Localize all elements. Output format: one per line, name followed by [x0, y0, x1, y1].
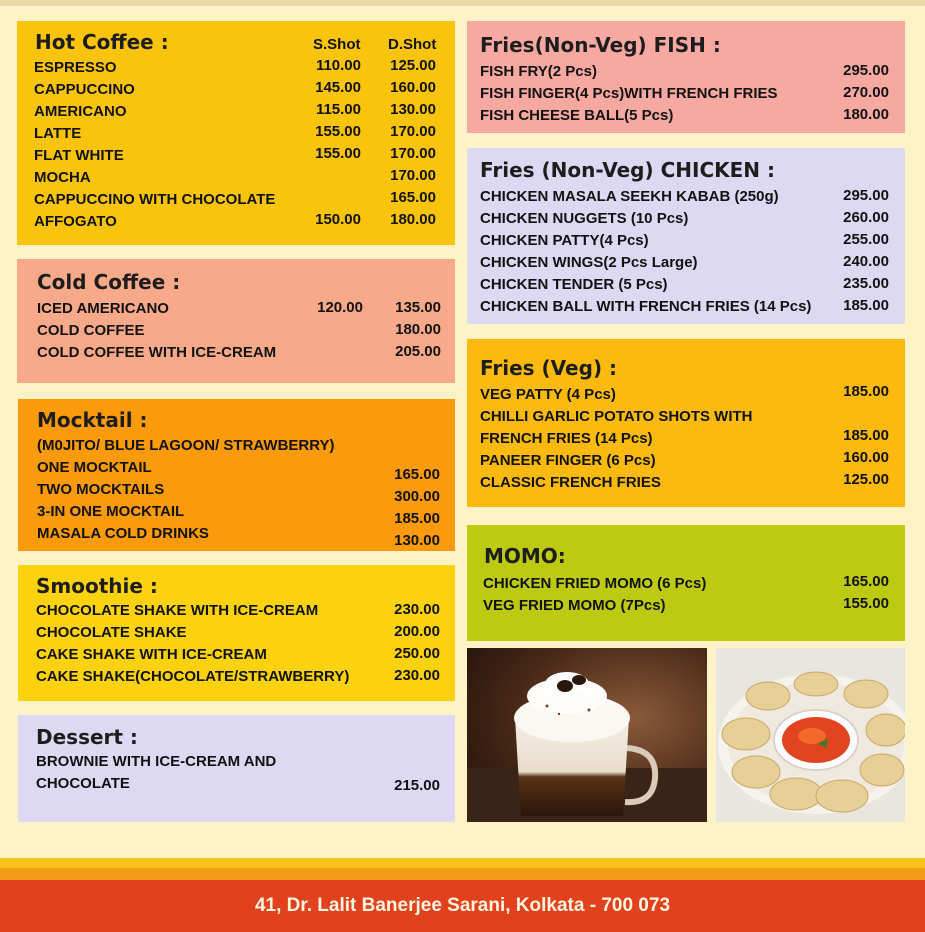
dessert-price: 215.00	[394, 777, 440, 794]
coffee-photo	[467, 648, 707, 822]
smoothie-title: Smoothie :	[36, 574, 158, 598]
menu-item-price: 185.00	[394, 510, 440, 527]
menu-item-name: CHOCOLATE SHAKE WITH ICE-CREAM	[36, 602, 319, 619]
menu-item-name: CAPPUCCINO	[34, 81, 135, 98]
mocktail-title: Mocktail :	[37, 408, 148, 432]
menu-item-name: COLD COFFEE WITH ICE-CREAM	[37, 344, 277, 361]
veg-panel	[467, 339, 905, 507]
double-shot-price: 125.00	[390, 57, 436, 74]
double-shot-price: 160.00	[390, 79, 436, 96]
menu-item-price: 230.00	[394, 667, 440, 684]
double-shot-price: 205.00	[395, 343, 441, 360]
menu-item-name: COLD COFFEE	[37, 322, 145, 339]
menu-item-price: 255.00	[843, 231, 889, 248]
hot-coffee-panel	[17, 21, 455, 245]
hot-coffee-title: Hot Coffee :	[35, 30, 169, 54]
menu-item-price: 160.00	[843, 449, 889, 466]
single-shot-price: 120.00	[317, 299, 363, 316]
menu-item-name: AFFOGATO	[34, 213, 117, 230]
chicken-title: Fries (Non-Veg) CHICKEN :	[480, 158, 775, 182]
double-shot-price: 135.00	[395, 299, 441, 316]
momo-title: MOMO:	[484, 544, 566, 568]
menu-item-name: FISH FINGER(4 Pcs)WITH FRENCH FRIES	[480, 85, 778, 102]
menu-item-price: 130.00	[394, 532, 440, 549]
menu-item-name: FLAT WHITE	[34, 147, 124, 164]
single-shot-price: 150.00	[315, 211, 361, 228]
menu-item-price: 240.00	[843, 253, 889, 270]
menu-item-name: CHICKEN NUGGETS (10 Pcs)	[480, 210, 689, 227]
menu-item-name: CHOCOLATE SHAKE	[36, 624, 187, 641]
menu-item-name: CHICKEN MASALA SEEKH KABAB (250g)	[480, 188, 779, 205]
double-shot-price: 180.00	[395, 321, 441, 338]
menu-item-name: VEG PATTY (4 Pcs)	[480, 386, 616, 403]
footer	[0, 880, 925, 932]
double-shot-price: 170.00	[390, 167, 436, 184]
menu-item-name: CAKE SHAKE(CHOCOLATE/STRAWBERRY)	[36, 668, 350, 685]
menu-item-price: 230.00	[394, 601, 440, 618]
menu-item-name: FRENCH FRIES (14 Pcs)	[480, 430, 653, 447]
menu-item-name: CHICKEN TENDER (5 Pcs)	[480, 276, 668, 293]
menu-item-price: 295.00	[843, 187, 889, 204]
single-shot-price: 155.00	[315, 123, 361, 140]
menu-item-price: 200.00	[394, 623, 440, 640]
menu-item-name: CHICKEN FRIED MOMO (6 Pcs)	[483, 575, 707, 592]
menu-item-name: 3-IN ONE MOCKTAIL	[37, 503, 185, 520]
menu-item-name: ICED AMERICANO	[37, 300, 169, 317]
menu-item-name: ONE MOCKTAIL	[37, 459, 152, 476]
menu-item-name: FISH CHEESE BALL(5 Pcs)	[480, 107, 674, 124]
dessert-title: Dessert :	[36, 725, 138, 749]
mocktail-subtitle: (M0JITO/ BLUE LAGOON/ STRAWBERRY)	[37, 437, 335, 454]
momo-panel	[467, 525, 905, 641]
menu-item-price: 165.00	[394, 466, 440, 483]
veg-title: Fries (Veg) :	[480, 356, 618, 380]
momo-photo	[716, 648, 905, 822]
dessert-item-line2: CHOCOLATE	[36, 775, 130, 792]
double-shot-price: 180.00	[390, 211, 436, 228]
single-shot-price: 155.00	[315, 145, 361, 162]
menu-item-name: FISH FRY(2 Pcs)	[480, 63, 597, 80]
dessert-item-line1: BROWNIE WITH ICE-CREAM AND	[36, 753, 277, 770]
menu-item-price: 180.00	[843, 106, 889, 123]
single-shot-price: 115.00	[315, 101, 361, 118]
menu-item-name: CAPPUCCINO WITH CHOCOLATE	[34, 191, 276, 208]
smoothie-panel	[18, 565, 455, 701]
top-strip	[0, 0, 925, 6]
footer-address: 41, Dr. Lalit Banerjee Sarani, Kolkata - 700 073	[254, 895, 671, 916]
menu-item-price: 260.00	[843, 209, 889, 226]
menu-item-price: 295.00	[843, 62, 889, 79]
menu-item-name: CLASSIC FRENCH FRIES	[480, 474, 661, 491]
menu-item-name: CHILLI GARLIC POTATO SHOTS WITH	[480, 408, 753, 425]
menu-item-name: AMERICANO	[34, 103, 127, 120]
menu-item-price: 250.00	[394, 645, 440, 662]
single-shot-price: 110.00	[315, 57, 361, 74]
menu-item-name: CHICKEN PATTY(4 Pcs)	[480, 232, 649, 249]
menu-item-name: PANEER FINGER (6 Pcs)	[480, 452, 656, 469]
menu-item-name: TWO MOCKTAILS	[37, 481, 165, 498]
menu-item-name: LATTE	[34, 125, 82, 142]
menu-item-name: CHICKEN BALL WITH FRENCH FRIES (14 Pcs)	[480, 298, 812, 315]
menu-item-price: 300.00	[394, 488, 440, 505]
double-shot-price: 170.00	[390, 123, 436, 140]
chicken-panel	[467, 148, 905, 324]
mocktail-panel	[18, 399, 455, 551]
d-shot-header: D.Shot	[388, 36, 437, 53]
menu-item-price: 125.00	[843, 471, 889, 488]
menu-item-name: CAKE SHAKE WITH ICE-CREAM	[36, 646, 267, 663]
menu-item-name: VEG FRIED MOMO (7Pcs)	[483, 597, 666, 614]
menu-item-name: ESPRESSO	[34, 59, 117, 76]
cold-coffee-title: Cold Coffee :	[37, 270, 181, 294]
cold-coffee-panel	[17, 259, 455, 383]
fish-panel	[467, 21, 905, 133]
menu-item-price: 185.00	[843, 427, 889, 444]
menu-item-price: 270.00	[843, 84, 889, 101]
menu-item-name: MASALA COLD DRINKS	[37, 525, 209, 542]
double-shot-price: 165.00	[390, 189, 436, 206]
menu-item-name: MOCHA	[34, 169, 91, 186]
menu-item-price: 185.00	[843, 297, 889, 314]
double-shot-price: 170.00	[390, 145, 436, 162]
menu-item-name: CHICKEN WINGS(2 Pcs Large)	[480, 254, 698, 271]
dessert-panel	[18, 715, 455, 822]
menu-item-price: 165.00	[843, 573, 889, 590]
menu-item-price: 235.00	[843, 275, 889, 292]
fish-title: Fries(Non-Veg) FISH :	[480, 33, 721, 57]
menu-item-price: 185.00	[843, 383, 889, 400]
menu-item-price: 155.00	[843, 595, 889, 612]
s-shot-header: S.Shot	[313, 36, 361, 53]
single-shot-price: 145.00	[315, 79, 361, 96]
double-shot-price: 130.00	[390, 101, 436, 118]
